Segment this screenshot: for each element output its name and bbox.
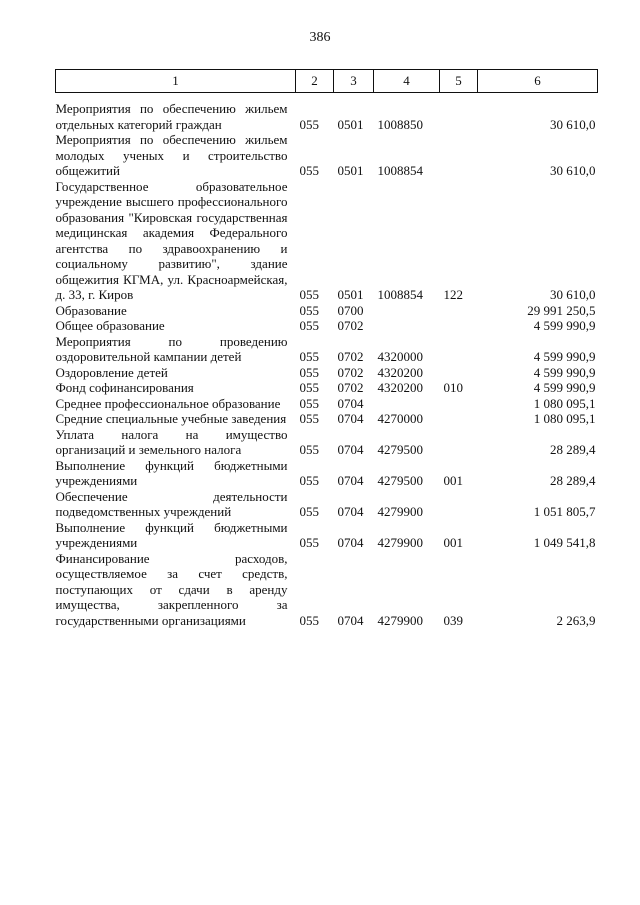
row-amount: 1 080 095,1 bbox=[533, 395, 596, 411]
row-name: Государственное образовательное учреждение высшего профессионального образования "Кировская государственная медицинская академия Федерального агентства по здравоохранению и социальному развитию", здание общежития КГМА, ул. Красноармейская, д. 33, г. Киров bbox=[55, 178, 288, 302]
table-row bbox=[56, 520, 598, 551]
header-col-5: 5 bbox=[440, 70, 478, 93]
row-name: Финансирование расходов, осуществляемое за счет средств, поступающих от сдачи в аренду имущества, закрепленного за государственными организациями bbox=[55, 550, 288, 628]
row-name: Оздоровление детей bbox=[55, 364, 168, 380]
row-amount: 1 080 095,1 bbox=[533, 411, 596, 426]
table-row bbox=[56, 411, 598, 427]
row-target bbox=[374, 396, 440, 412]
row-code: 055 bbox=[299, 318, 319, 333]
row-name: Выполнение функций бюджетными учреждениями bbox=[55, 457, 288, 488]
row-expense-type: 039 bbox=[443, 612, 463, 628]
row-name: Мероприятия по обеспечению жильем молодых ученых и строительство общежитий bbox=[55, 132, 288, 178]
header-col-1: 1 bbox=[56, 70, 296, 93]
row-name: Образование bbox=[55, 302, 127, 318]
row-amount: 28 289,4 bbox=[550, 442, 596, 457]
row-code: 055 bbox=[299, 395, 319, 411]
row-section: 0704 bbox=[337, 442, 364, 457]
row-amount: 4 599 990,9 bbox=[533, 349, 596, 364]
row-section: 0702 bbox=[337, 380, 364, 395]
row-section: 0501 bbox=[337, 163, 364, 178]
row-section: 0702 bbox=[337, 318, 364, 333]
row-target: 4320200 bbox=[377, 364, 423, 380]
row-expense-type bbox=[440, 318, 478, 334]
row-expense-type bbox=[440, 411, 478, 427]
table-row bbox=[56, 458, 598, 489]
row-target: 4279500 bbox=[377, 442, 423, 457]
row-expense-type bbox=[440, 396, 478, 412]
row-amount: 28 289,4 bbox=[550, 473, 596, 488]
table-row bbox=[56, 365, 598, 381]
row-expense-type bbox=[440, 489, 478, 520]
row-code: 055 bbox=[299, 349, 319, 364]
row-code: 055 bbox=[299, 116, 319, 132]
row-name: Общее образование bbox=[55, 318, 165, 333]
page-number: 386 bbox=[309, 30, 331, 45]
row-target: 1008850 bbox=[377, 116, 423, 132]
table-row bbox=[56, 334, 598, 365]
header-col-2: 2 bbox=[296, 70, 334, 93]
table-row bbox=[56, 101, 598, 132]
row-section: 0704 bbox=[337, 612, 364, 628]
row-section: 0704 bbox=[337, 395, 364, 411]
row-section: 0702 bbox=[337, 364, 364, 380]
row-code: 055 bbox=[299, 473, 319, 488]
row-target: 4320000 bbox=[377, 349, 423, 364]
row-section: 0704 bbox=[337, 473, 364, 488]
table-row bbox=[56, 427, 598, 458]
row-expense-type bbox=[440, 303, 478, 319]
table-row bbox=[56, 318, 598, 334]
row-section: 0704 bbox=[337, 411, 364, 426]
row-amount: 4 599 990,9 bbox=[533, 364, 596, 380]
row-amount: 29 991 250,5 bbox=[527, 302, 596, 318]
row-code: 055 bbox=[299, 535, 319, 550]
row-section: 0704 bbox=[337, 504, 364, 519]
budget-table bbox=[55, 69, 598, 628]
row-code: 055 bbox=[299, 411, 319, 426]
row-name: Уплата налога на имущество организаций и земельного налога bbox=[55, 426, 288, 457]
row-name: Среднее профессиональное образование bbox=[55, 395, 281, 411]
row-section: 0501 bbox=[337, 287, 364, 302]
row-expense-type: 001 bbox=[443, 535, 463, 550]
row-target: 4270000 bbox=[377, 411, 423, 426]
table-body bbox=[56, 93, 598, 629]
row-expense-type bbox=[440, 365, 478, 381]
row-expense-type bbox=[440, 334, 478, 365]
row-expense-type: 010 bbox=[443, 380, 463, 395]
row-amount: 4 599 990,9 bbox=[533, 318, 596, 333]
row-name: Выполнение функций бюджетными учреждениями bbox=[55, 519, 288, 550]
row-target: 4320200 bbox=[377, 380, 423, 395]
row-code: 055 bbox=[299, 163, 319, 178]
row-code: 055 bbox=[299, 302, 319, 318]
row-target: 4279900 bbox=[377, 612, 423, 628]
row-amount: 30 610,0 bbox=[550, 287, 596, 302]
table-row bbox=[56, 132, 598, 179]
row-target: 4279900 bbox=[377, 535, 423, 550]
row-expense-type: 122 bbox=[443, 287, 463, 302]
table-row bbox=[56, 303, 598, 319]
header-col-6: 6 bbox=[478, 70, 598, 93]
row-target: 1008854 bbox=[377, 163, 423, 178]
row-section: 0704 bbox=[337, 535, 364, 550]
row-amount: 1 051 805,7 bbox=[533, 504, 596, 519]
row-code: 055 bbox=[299, 504, 319, 519]
row-target bbox=[374, 303, 440, 319]
row-name: Мероприятия по проведению оздоровительной кампании детей bbox=[55, 333, 288, 364]
row-amount: 4 599 990,9 bbox=[533, 380, 596, 395]
row-code: 055 bbox=[299, 287, 319, 302]
row-expense-type bbox=[440, 427, 478, 458]
row-section: 0700 bbox=[337, 302, 364, 318]
row-target: 1008854 bbox=[377, 287, 423, 302]
row-expense-type bbox=[440, 101, 478, 132]
table-row bbox=[56, 380, 598, 396]
table-row bbox=[56, 179, 598, 303]
row-section: 0702 bbox=[337, 349, 364, 364]
row-target bbox=[374, 318, 440, 334]
row-name: Средние специальные учебные заведения bbox=[55, 411, 287, 426]
row-name: Обеспечение деятельности подведомственных учреждений bbox=[55, 488, 288, 519]
row-amount: 2 263,9 bbox=[556, 612, 596, 628]
row-target: 4279500 bbox=[377, 473, 423, 488]
row-code: 055 bbox=[299, 612, 319, 628]
row-code: 055 bbox=[299, 442, 319, 457]
table-row bbox=[56, 551, 598, 629]
header-col-4: 4 bbox=[374, 70, 440, 93]
row-expense-type bbox=[440, 132, 478, 179]
row-code: 055 bbox=[299, 380, 319, 395]
row-code: 055 bbox=[299, 364, 319, 380]
header-col-3: 3 bbox=[334, 70, 374, 93]
row-expense-type: 001 bbox=[443, 473, 463, 488]
row-amount: 30 610,0 bbox=[550, 116, 596, 132]
row-name: Мероприятия по обеспечению жильем отдельных категорий граждан bbox=[55, 101, 288, 132]
table-header bbox=[56, 70, 598, 93]
table-row bbox=[56, 489, 598, 520]
row-amount: 1 049 541,8 bbox=[533, 535, 596, 550]
row-section: 0501 bbox=[337, 116, 364, 132]
row-target: 4279900 bbox=[377, 504, 423, 519]
row-name: Фонд софинансирования bbox=[55, 380, 194, 395]
row-amount: 30 610,0 bbox=[550, 163, 596, 178]
table-row bbox=[56, 396, 598, 412]
